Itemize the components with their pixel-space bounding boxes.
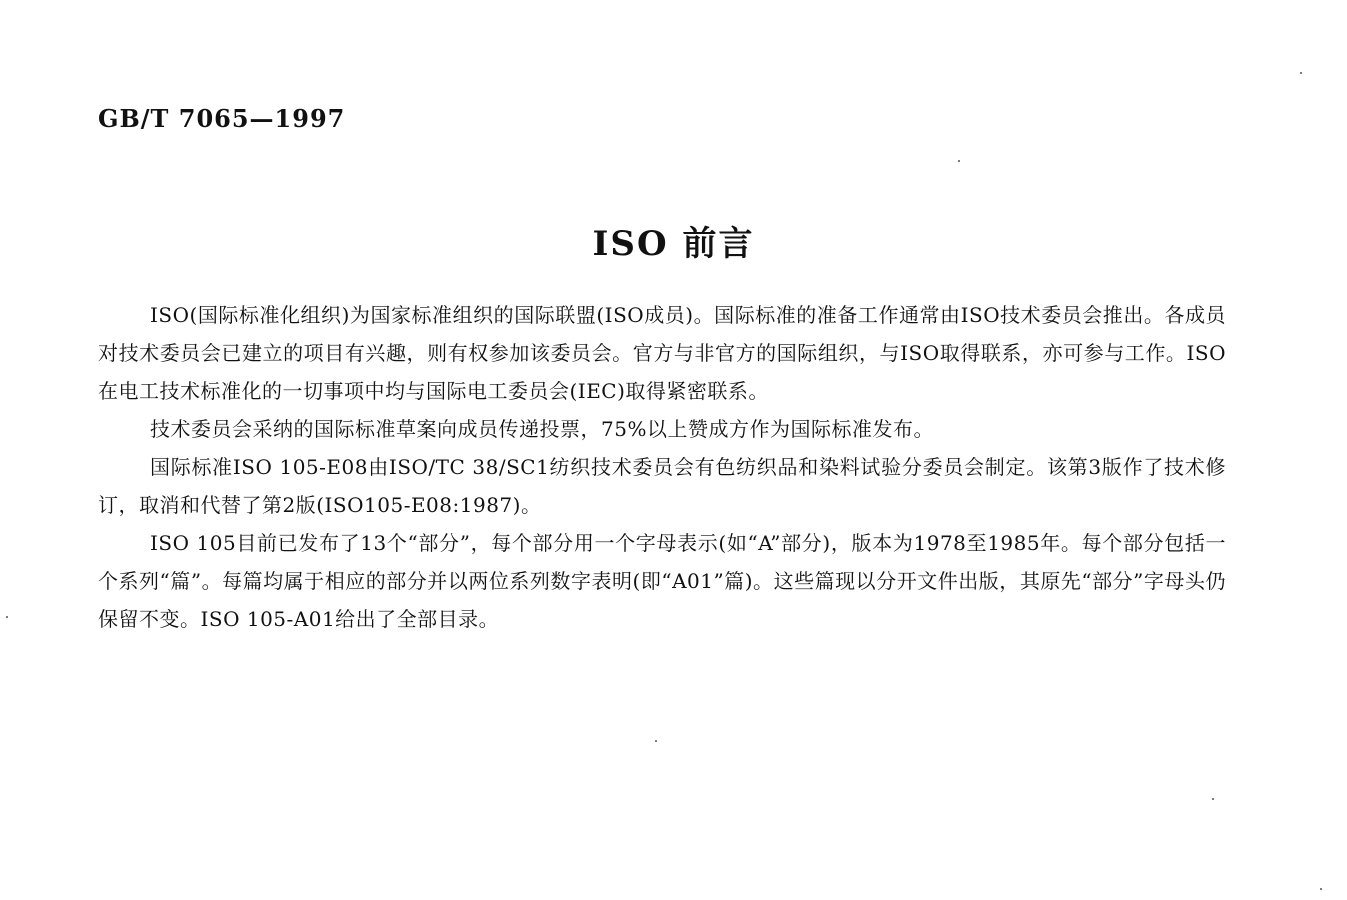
scan-speck <box>1212 798 1214 800</box>
scan-speck <box>958 160 960 162</box>
standard-code: GB/T 7065—1997 <box>98 104 346 133</box>
paragraph-standard-origin: 国际标准ISO 105-E08由ISO/TC 38/SC1纺织技术委员会有色纺织品和染料试验分委员会制定。该第3版作了技术修订，取消和代替了第2版(ISO105-E08:1987)。 <box>98 455 1226 517</box>
paragraph-voting: 技术委员会采纳的国际标准草案向成员传递投票，75%以上赞成方作为国际标准发布。 <box>150 417 934 441</box>
paragraph-iso105-parts: ISO 105目前已发布了13个“部分”，每个部分用一个字母表示(如“A”部分)，版本为1978至1985年。每个部分包括一个系列“篇”。每篇均属于相应的部分并以两位系列数字表明(即“A01”篇)。这些篇现以分开文件出版，其原先“部分”字母头仍保留不变。ISO 105-A01给出了全部目录。 <box>98 531 1226 631</box>
page-title: ISO 前言 <box>592 224 755 264</box>
scan-speck <box>655 740 657 742</box>
scan-speck <box>1320 888 1322 890</box>
scan-speck <box>1300 72 1302 74</box>
paragraph-iso-organization: ISO(国际标准化组织)为国家标准组织的国际联盟(ISO成员)。国际标准的准备工作通常由ISO技术委员会推出。各成员对技术委员会已建立的项目有兴趣，则有权参加该委员会。官方与非官方的国际组织，与ISO取得联系，亦可参与工作。ISO在电工技术标准化的一切事项中均与国际电工委员会(IEC)取得紧密联系。 <box>98 303 1226 403</box>
scan-speck <box>6 616 8 618</box>
foreword-body <box>98 296 1226 638</box>
